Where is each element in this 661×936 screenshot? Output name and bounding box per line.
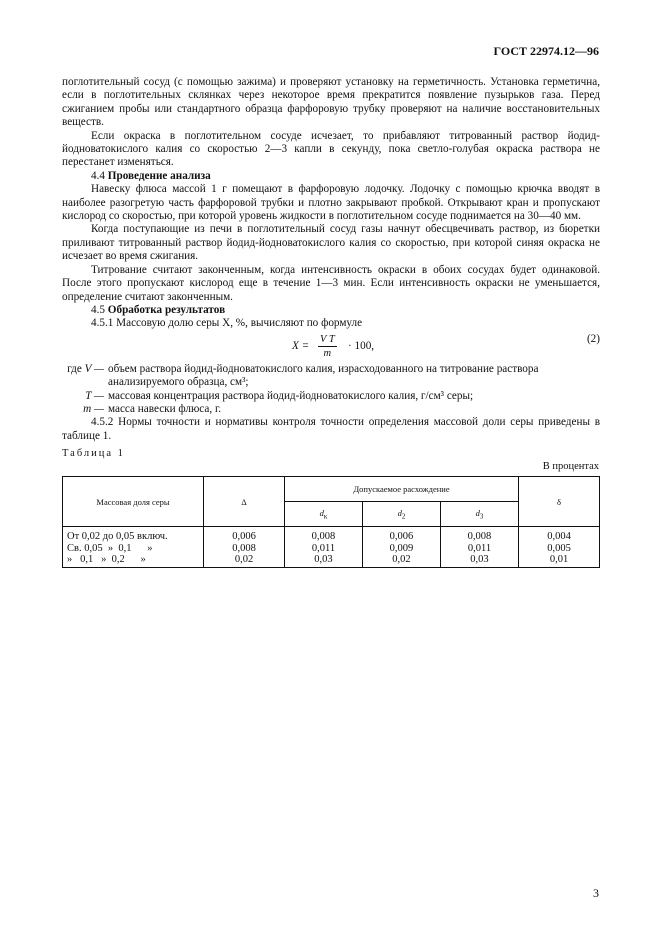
where-description: массовая концентрация раствора йодид-йодноватокислого калия, г/см³ серы;	[108, 389, 474, 402]
document-code: ГОСТ 22974.12—96	[493, 44, 599, 58]
paragraph: Навеску флюса массой 1 г помещают в фарфоровую лодочку. Лодочку с помощью крючка вводят в наиболее разогретую часть фарфоровой трубки и плотно закрывают пробкой. Открывают кран и пропускают кислород со скоростью, при которой уровень жидкости в поглотительном сосуде поднимается на 30—40 мм.	[62, 183, 600, 223]
section-title: Проведение анализа	[107, 169, 211, 182]
formula-rest: · 100,	[348, 339, 375, 352]
paragraph: поглотительный сосуд (с помощью зажима) и проверяют установку на герметичность. Установка герметична, если в поглотительных склянках через некоторое время прекратится появление пузырьков газа. Перед сжиганием пробы или стандартного образца фарфоровую трубку проверяют на наличие восстановительных веществ.	[62, 76, 600, 129]
header-d2-index: 2	[401, 512, 406, 521]
value: 0,009	[389, 542, 414, 554]
where-symbol: V —	[84, 362, 104, 375]
header-d3-symbol: d	[475, 507, 480, 518]
value: 0,008	[311, 531, 336, 542]
header-dk-index: к	[323, 512, 328, 521]
header-dk-symbol: d	[319, 507, 324, 518]
value: 0,03	[470, 554, 489, 565]
value: 0,008	[467, 531, 492, 542]
cell-d3	[440, 527, 518, 568]
value: 0,008	[232, 542, 256, 554]
formula-lhs: X =	[292, 339, 310, 352]
formula-denominator: m	[323, 348, 332, 360]
value: 0,011	[467, 542, 492, 554]
section-number: 4.5	[91, 303, 105, 316]
header-dk	[285, 502, 363, 527]
table-data-row	[63, 527, 600, 568]
header-d3	[440, 502, 518, 527]
paragraph: Когда поступающие из печи в поглотительный сосуд газы начнут обесцвечивать раствор, из бюретки приливают титрованный раствор йодид-йодноватокислого калия со скоростью, при которой синяя окраска не исчезает во время сжигания.	[62, 223, 600, 263]
value: 0,005	[547, 542, 571, 554]
header-mass-fraction: Массовая доля серы	[63, 477, 204, 527]
value: 0,011	[311, 542, 336, 554]
range-line: Св. 0,05 » 0,1 »	[67, 542, 153, 554]
value: 0,006	[389, 531, 414, 542]
cell-small-delta	[519, 527, 600, 568]
section-title: Обработка результатов	[107, 303, 226, 316]
formula-number: (2)	[586, 332, 600, 345]
table-units: В процентах	[542, 461, 599, 472]
formula	[62, 333, 600, 363]
range-line: От 0,02 до 0,05 включ.	[67, 531, 168, 542]
where-lead	[62, 363, 108, 390]
paragraph: Если окраска в поглотительном сосуде исчезает, то прибавляют титрованный раствор йодид-йодноватокислого калия со скоростью 2—3 капли в секунду, пока светло-голубая окраска раствора не перестанет изменяться.	[62, 129, 600, 169]
where-lead-text: где	[67, 362, 82, 375]
header-small-delta: δ	[519, 477, 600, 527]
where-item	[62, 403, 600, 416]
where-description: масса навески флюса, г.	[108, 402, 222, 415]
header-d2	[362, 502, 440, 527]
cell-range	[63, 527, 204, 568]
table-title: Таблица 1	[62, 448, 125, 459]
value: 0,006	[232, 531, 256, 542]
page-number: 3	[593, 886, 599, 900]
where-item	[62, 363, 600, 390]
where-symbol: m —	[83, 402, 104, 415]
section-heading	[62, 304, 600, 317]
value: 0,02	[392, 554, 411, 565]
section-number: 4.4	[91, 169, 105, 182]
cell-d2	[362, 527, 440, 568]
tolerance-table	[62, 476, 600, 568]
cell-dk	[285, 527, 363, 568]
paragraph: 4.5.2 Нормы точности и нормативы контроля точности определения массовой доли серы приведены в таблице 1.	[62, 416, 600, 442]
paragraph: Титрование считают законченным, когда интенсивность окраски в обоих сосудах будет одинаковой. После этого пропускают кислород еще в течение 1—3 мин. Если интенсивность окраски не уменьшается, определение считают законченным.	[62, 263, 600, 303]
header-d2-symbol: d	[397, 507, 402, 518]
section-heading	[62, 170, 600, 183]
header-allowed-divergence: Допускаемое расхождение	[285, 477, 519, 502]
value: 0,004	[547, 531, 571, 542]
value: 0,02	[234, 554, 254, 565]
where-description: объем раствора йодид-йодноватокислого калия, израсходованного на титрование раствора анализируемого образца, см³;	[108, 362, 539, 389]
header-d3-index: 3	[479, 512, 484, 521]
formula-fraction	[318, 333, 337, 361]
document-body	[62, 76, 600, 443]
value: 0,01	[549, 554, 569, 565]
cell-delta	[204, 527, 285, 568]
range-line: » 0,1 » 0,2 »	[67, 554, 146, 565]
table-header-row	[63, 477, 600, 502]
value: 0,03	[314, 554, 333, 565]
formula-numerator: V T	[318, 333, 337, 347]
paragraph: 4.5.1 Массовую долю серы X, %, вычисляют по формуле	[91, 317, 363, 330]
where-item	[62, 390, 600, 403]
header-delta: Δ	[204, 477, 285, 527]
where-symbol: T —	[85, 389, 104, 402]
